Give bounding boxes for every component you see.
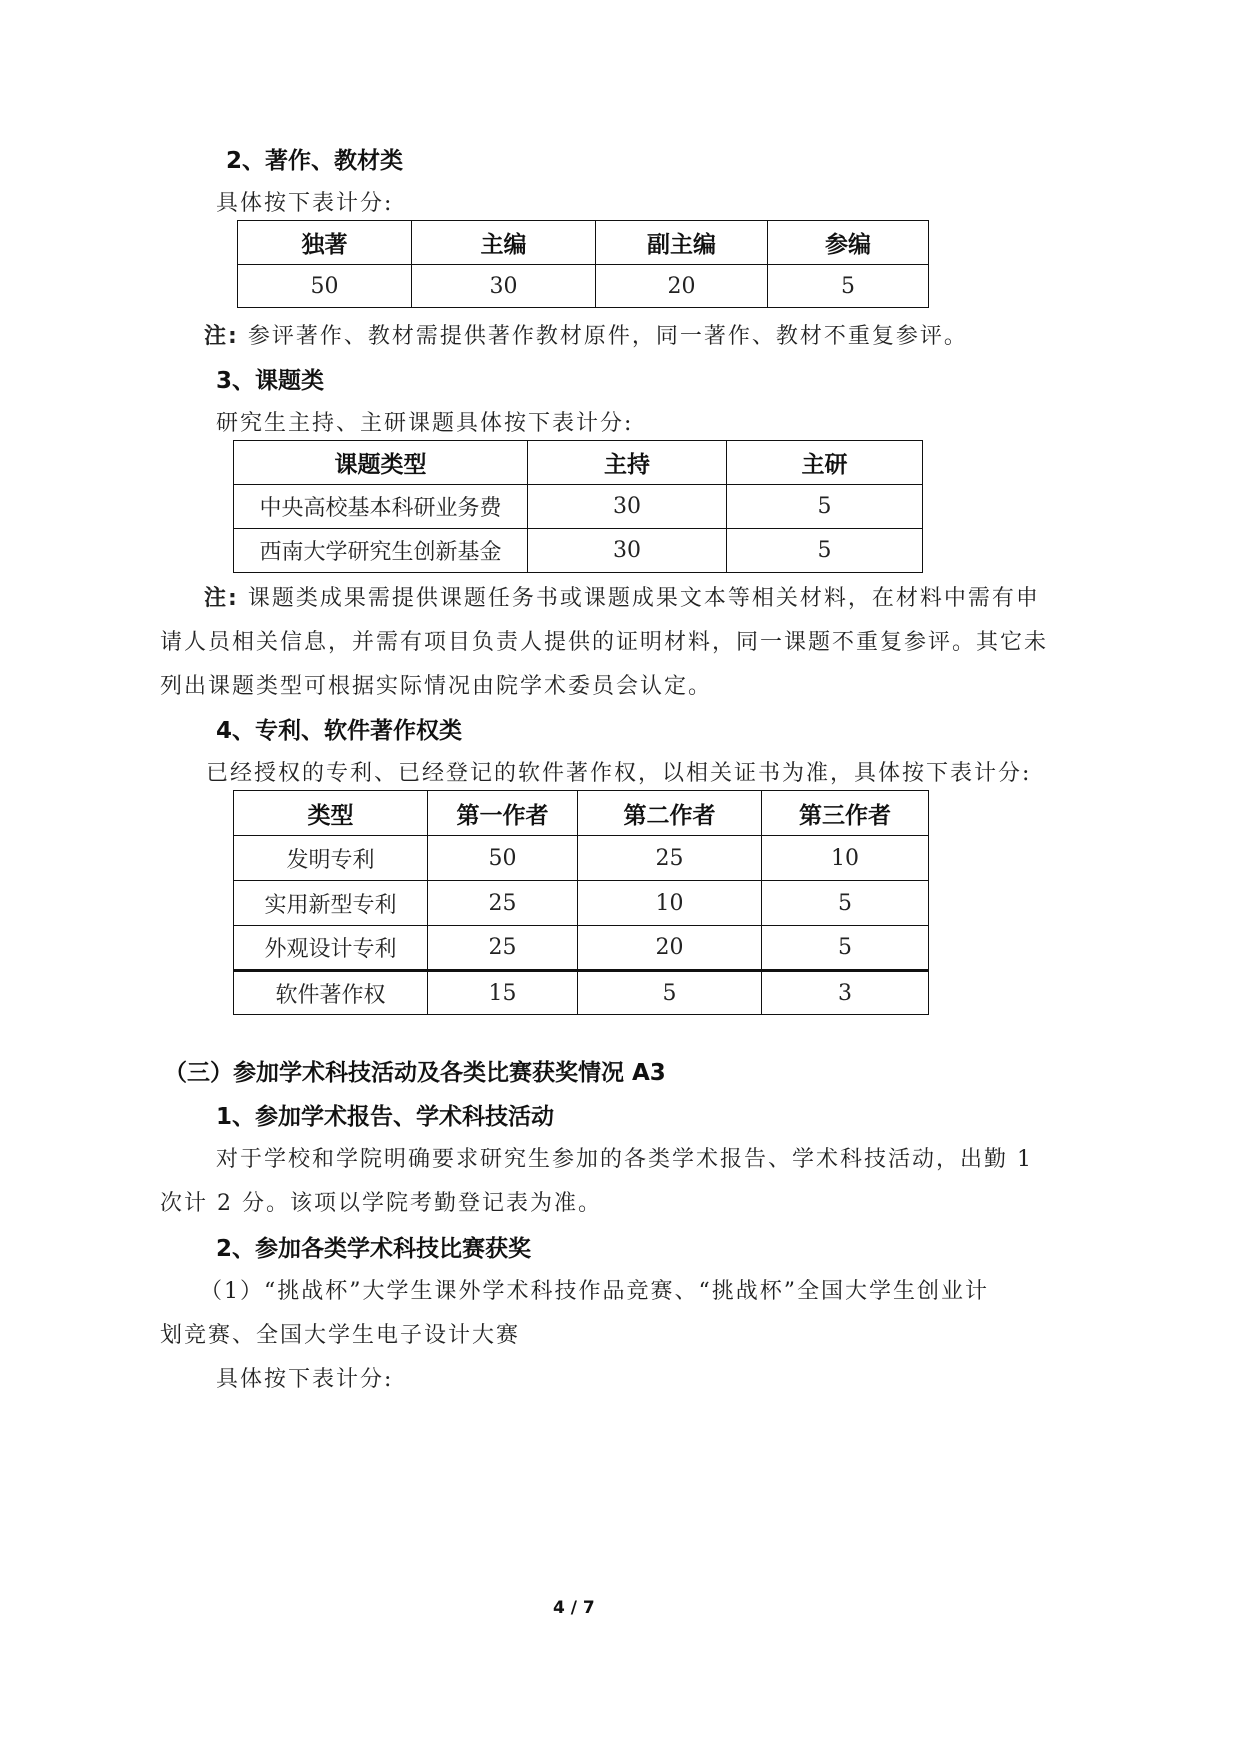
table-cell: 20 (596, 265, 768, 308)
table-row (234, 485, 923, 529)
table-cell: 25 (428, 881, 578, 926)
table-cell: 15 (428, 971, 578, 1015)
paragraph-competitions-line3: 具体按下表计分: (216, 1367, 394, 1392)
table-cell: 10 (578, 881, 762, 926)
table-cell: 5 (727, 485, 923, 529)
header-cell: 副主编 (596, 221, 768, 265)
paragraph-competitions-line1: （1）“挑战杯”大学生课外学术科技作品竞赛、“挑战杯”全国大学生创业计 (200, 1279, 989, 1304)
header-cell: 第二作者 (578, 791, 762, 836)
note-label: 注: (204, 586, 239, 611)
table-row (234, 926, 929, 971)
table-row (238, 265, 929, 308)
table-cell: 5 (762, 881, 929, 926)
note-projects-line1 (204, 581, 1040, 612)
part-heading-activities: （三）参加学术科技活动及各类比赛获奖情况 A3 (164, 1060, 666, 1086)
table-cell: 50 (428, 836, 578, 881)
paragraph-competitions-line2: 划竞赛、全国大学生电子设计大赛 (160, 1323, 521, 1348)
header-cell: 第一作者 (428, 791, 578, 836)
table-cell: 5 (578, 971, 762, 1015)
table-books (237, 220, 929, 308)
section-heading-patents: 4、专利、软件著作权类 (216, 718, 463, 744)
table-cell: 3 (762, 971, 929, 1015)
table-cell: 软件著作权 (234, 971, 428, 1015)
header-cell: 参编 (768, 221, 929, 265)
table-cell: 30 (528, 529, 727, 573)
header-cell: 第三作者 (762, 791, 929, 836)
section-heading-books: 2、著作、教材类 (226, 148, 404, 174)
table-header-row (234, 791, 929, 836)
table-cell: 25 (428, 926, 578, 971)
header-cell: 主持 (528, 441, 727, 485)
subsection-heading-competitions: 2、参加各类学术科技比赛获奖 (216, 1236, 532, 1262)
header-cell: 类型 (234, 791, 428, 836)
header-cell: 课题类型 (234, 441, 528, 485)
header-cell: 主编 (412, 221, 596, 265)
note-text: 课题类成果需提供课题任务书或课题成果文本等相关材料，在材料中需有申 (247, 586, 1040, 611)
table-cell: 中央高校基本科研业务费 (234, 485, 528, 529)
table-header-row (238, 221, 929, 265)
table-patents (233, 790, 929, 1015)
table-header-row (234, 441, 923, 485)
header-cell: 独著 (238, 221, 412, 265)
table-cell: 30 (412, 265, 596, 308)
table-cell: 西南大学研究生创新基金 (234, 529, 528, 573)
note-text: 参评著作、教材需提供著作教材原件，同一著作、教材不重复参评。 (247, 324, 968, 349)
subsection-heading-reports: 1、参加学术报告、学术科技活动 (216, 1104, 555, 1130)
note-label: 注: (204, 324, 239, 349)
table-row (234, 836, 929, 881)
table-cell: 30 (528, 485, 727, 529)
table-cell: 5 (727, 529, 923, 573)
table-projects (233, 440, 923, 573)
table-cell: 发明专利 (234, 836, 428, 881)
table-cell: 25 (578, 836, 762, 881)
section-intro-books: 具体按下表计分: (216, 191, 394, 216)
note-projects-line3: 列出课题类型可根据实际情况由院学术委员会认定。 (160, 674, 713, 699)
paragraph-reports-line1: 对于学校和学院明确要求研究生参加的各类学术报告、学术科技活动，出勤 1 (216, 1147, 1033, 1172)
header-cell: 主研 (727, 441, 923, 485)
section-heading-projects: 3、课题类 (216, 368, 325, 394)
section-intro-patents: 已经授权的专利、已经登记的软件著作权，以相关证书为准，具体按下表计分: (206, 761, 1032, 786)
table-cell: 50 (238, 265, 412, 308)
note-books (204, 319, 968, 350)
paragraph-reports-line2: 次计 2 分。该项以学院考勤登记表为准。 (160, 1191, 602, 1216)
table-cell: 20 (578, 926, 762, 971)
table-cell: 5 (762, 926, 929, 971)
section-intro-projects: 研究生主持、主研课题具体按下表计分: (216, 411, 634, 436)
note-projects-line2: 请人员相关信息，并需有项目负责人提供的证明材料，同一课题不重复参评。其它未 (160, 630, 1049, 655)
page-number: 4 / 7 (553, 1598, 595, 1618)
table-cell: 外观设计专利 (234, 926, 428, 971)
table-cell: 实用新型专利 (234, 881, 428, 926)
table-cell: 5 (768, 265, 929, 308)
table-row (234, 881, 929, 926)
table-row (234, 971, 929, 1015)
table-cell: 10 (762, 836, 929, 881)
table-row (234, 529, 923, 573)
